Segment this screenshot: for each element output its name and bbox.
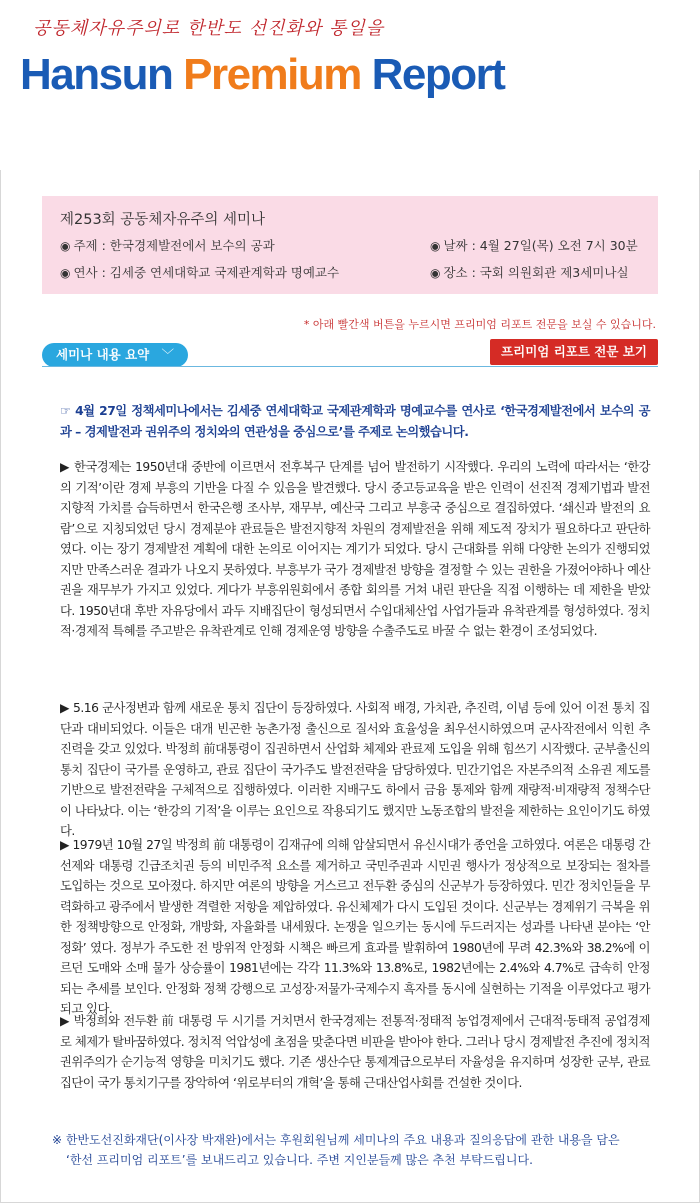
seminar-date-text: 날짜 : 4월 27일(목) 오전 7시 30분 xyxy=(443,238,638,253)
seminar-venue xyxy=(430,263,629,281)
brand-word-report: Report xyxy=(371,50,505,99)
seminar-speaker xyxy=(60,263,339,281)
seminar-title: 제253회 공동체자유주의 세미나 xyxy=(60,212,265,228)
footer-line-1: ※ 한반도선진화재단(이사장 박재완)에서는 후원회원님께 세미나의 주요 내용과 질의응답에 관한 내용을 담은 xyxy=(52,1133,620,1147)
bullet-icon: ◉ xyxy=(430,239,441,253)
footer-note xyxy=(52,1130,652,1170)
lead-paragraph: ☞ 4월 27일 정책세미나에서는 김세중 연세대학교 국제관계학과 명예교수를 연사로 ‘한국경제발전에서 보수의 공과 – 경제발전과 권위주의 정치와의 연관성을 중심으로’를 주제로 논의했습니다. xyxy=(60,404,650,439)
brand-logo xyxy=(20,50,504,100)
tagline: 공동체자유주의로 한반도 선진화와 통일을 xyxy=(33,18,385,39)
full-report-button[interactable]: 프리미엄 리포트 전문 보기 xyxy=(490,339,658,365)
footer-line-2: ‘한선 프리미엄 리포트’를 보내드리고 있습니다. 주변 지인분들께 많은 추천 부탁드립니다. xyxy=(66,1153,533,1167)
bullet-icon: ◉ xyxy=(60,266,71,280)
bullet-icon: ◉ xyxy=(430,266,441,280)
brand-word-hansun: Hansun xyxy=(20,50,173,99)
seminar-topic xyxy=(60,236,275,254)
body-paragraph-3: ▶ 1979년 10월 27일 박정희 前 대통령이 김재규에 의해 암살되면서 유신시대가 종언을 고하였다. 여론은 대통령 간선제와 대통령 긴급조치권 등의 비민주적 요소를 제거하고 국민주권과 시민권 행사가 정상적으로 보장되는 절차를 도입하는 것으로 모아졌다. 하지만 여론의 방향을 거스르고 전두환 중심의 신군부가 등장하였다. 민간 정치인들을 무력화하고 광주에서 발생한 격렬한 저항을 제압하였다. 유신체제가 다시 도입된 것이다. 신군부는 경제위기 극복을 위한 정책방향으로 안정화, 개방화, 자율화를 내세웠다. 논쟁을 일으키는 동시에 두드러지는 성과를 나타낸 분야는 ‘안정화’ 였다. 정부가 주도한 전 방위적 안정화 시책은 빠르게 효과를 발휘하여 1980년에 무려 42.3%와 38.2%에 이르던 도매와 소매 물가 상승률이 1981년에는 각각 11.3%와 13.8%로, 1982년에는 2.4%와 4.7%로 급속히 안정되는 추세를 보인다. 안정화 정책 강행으로 고성장·저물가·국제수지 흑자를 동시에 실현하는 기적을 이루었다고 평가되고 있다. xyxy=(60,838,650,1016)
bullet-icon: ◉ xyxy=(60,239,71,253)
seminar-info-box xyxy=(42,196,658,294)
chevron-down-icon: ﹀ xyxy=(161,347,174,362)
summary-content xyxy=(42,366,658,1167)
body-paragraph-2: ▶ 5.16 군사정변과 함께 새로운 통치 집단이 등장하였다. 사회적 배경, 가치관, 추진력, 이념 등에 있어 이전 통치 집단과 대비되었다. 이들은 대개 빈곤한 농촌가정 출신으로 질서와 효율성을 최우선시하였으며 군사작전에서 익힌 추진력을 갖고 있었다. 박정희 前대통령이 집권하면서 산업화 체제와 관료제 도입을 위해 힘쓰기 시작했다. 군부출신의 통치 집단이 국가를 운영하고, 관료 집단이 국가주도 발전전략을 담당하였다. 민간기업은 자본주의적 소유권 제도를 기반으로 발전전략을 구체적으로 집행하였다. 이러한 지배구도 하에서 금융 통제와 함께 재량적·비재량적 정책수단이 나타났다. 이는 ‘한강의 기적’을 이루는 요인으로 작용되기도 했지만 노동조합의 발전을 제한하는 요인이기도 하였다. xyxy=(60,701,650,838)
seminar-topic-text: 주제 : 한국경제발전에서 보수의 공과 xyxy=(73,238,275,253)
summary-tab-label: 세미나 내용 요약 xyxy=(56,347,150,362)
notice-text: * 아래 빨간색 버튼을 누르시면 프리미엄 리포트 전문을 보실 수 있습니다. xyxy=(303,318,656,331)
seminar-venue-text: 장소 : 국회 의원회관 제3세미나실 xyxy=(443,265,629,280)
seminar-speaker-text: 연사 : 김세중 연세대학교 국제관계학과 명예교수 xyxy=(73,265,340,280)
seminar-summary-tab[interactable] xyxy=(42,343,188,367)
body-paragraph-1: ▶ 한국경제는 1950년대 중반에 이르면서 전후복구 단계를 넘어 발전하기 시작했다. 우리의 노력에 따라서는 ‘한강의 기적’이란 경제 부흥의 기반을 다질 수 있음을 발견했다. 당시 중고등교육을 받은 인력이 선진적 경제기법과 발전 지향적 가치를 습득하면서 한국은행 조사부, 재무부, 예산국 그리고 부흥국 중심으로 결집하였다. ‘쇄신과 발전의 요람’으로 지칭되었던 당시 경제분야 관료들은 발전지향적 차원의 경제발전을 위해 제도적 장치가 필요하다고 판단하였다. 이는 장기 경제발전 계획에 대한 논의로 이어지는 계기가 되었다. 당시 근대화를 위해 다양한 논의가 진행되었지만 만족스러운 결과가 나오지 못하였다. 부흥부가 국가 경제발전 방향을 결정할 수 있는 권한을 가졌어야하나 예산권을 재무부가 가지고 있었다. 게다가 부흥위원회에서 종합 회의를 거쳐 내린 판단을 직접 이행하는 데 제한을 받았다. 1950년대 후반 자유당에서 과두 지배집단이 형성되면서 수입대체산업 사업가들과 유착관계를 형성하였다. 정치적·경제적 특혜를 주고받은 유착관계로 인해 경제운영 방향을 수출주도로 바꿀 수 없는 환경이 조성되었다. xyxy=(60,460,650,638)
seminar-date xyxy=(430,236,638,254)
report-header xyxy=(0,0,700,170)
body-paragraph-4: ▶ 박정희와 전두환 前 대통령 두 시기를 거치면서 한국경제는 전통적·정태적 농업경제에서 근대적·동태적 공업경제로 체제가 탈바꿈하였다. 정치적 억압성에 초점을 맞춘다면 비판을 받아야 한다. 그러나 당시 경제발전 추진에 정치적 권위주의가 순기능적 영향을 미치기도 했다. 기존 생산수단 통제계급으로부터 자율성을 유지하며 성장한 군부, 관료집단이 국가 통치기구를 장악하여 ‘위로부터의 개혁’을 통해 근대산업사회를 건설한 것이다. xyxy=(60,1014,650,1090)
brand-word-premium: Premium xyxy=(183,50,361,99)
